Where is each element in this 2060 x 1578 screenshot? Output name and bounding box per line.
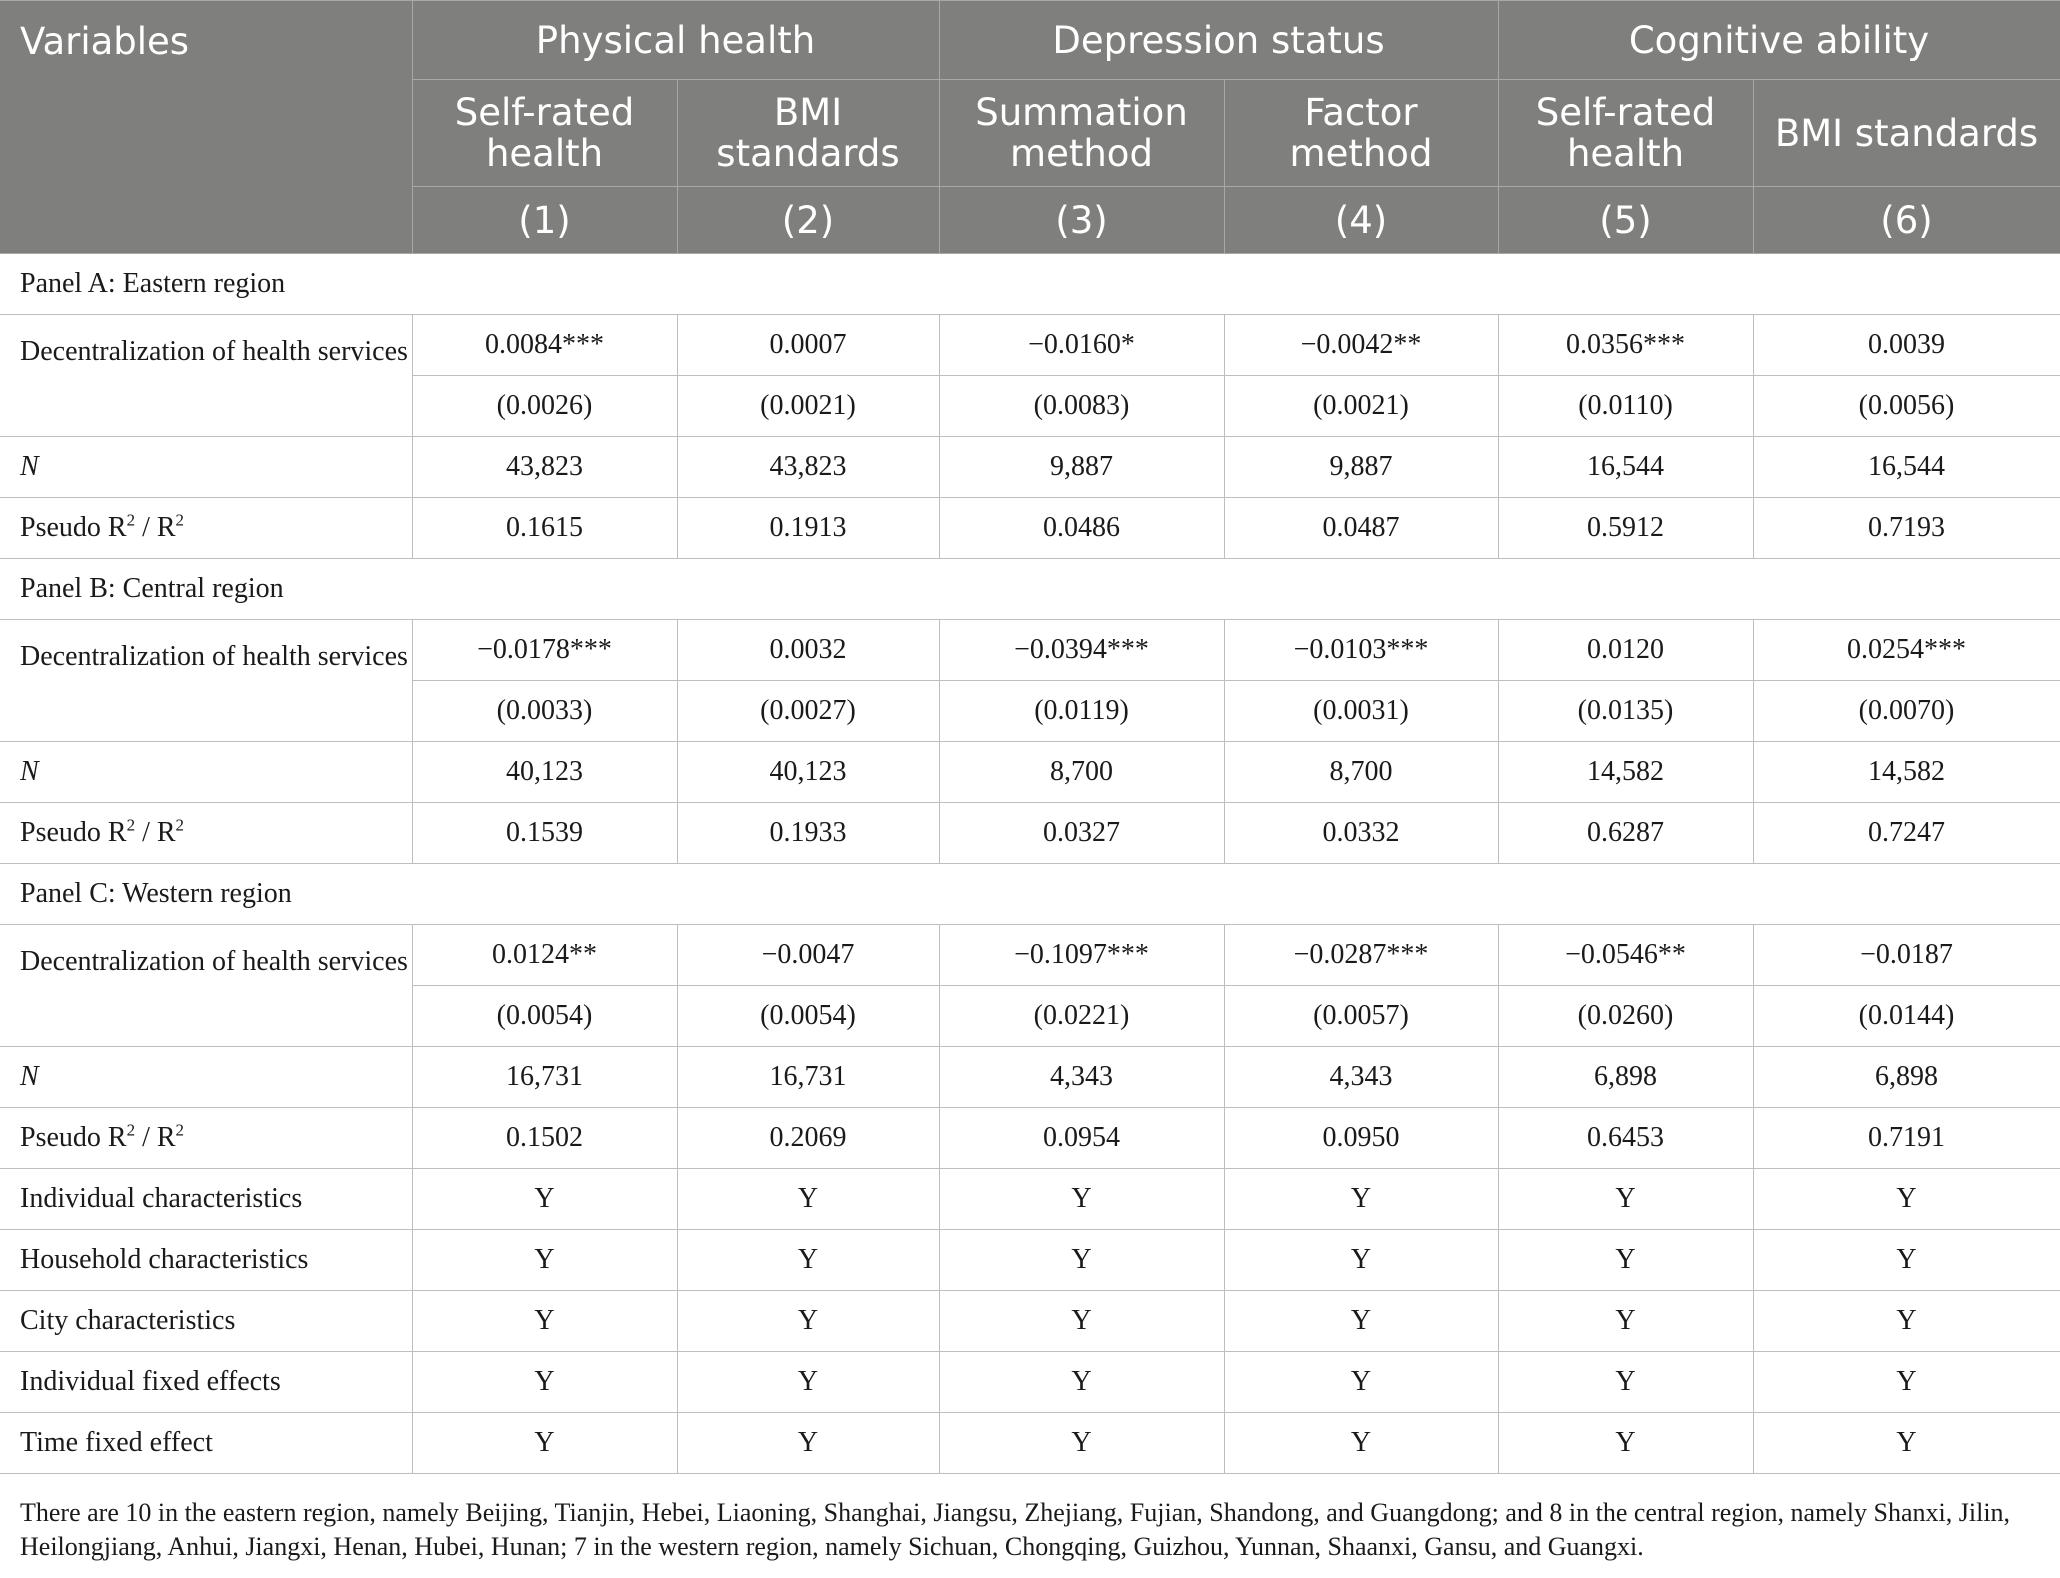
pseudo-r2-cell: 0.0954 <box>939 1108 1224 1169</box>
group-header-depression-status: Depression status <box>939 1 1498 80</box>
column-number-1: (1) <box>412 187 677 254</box>
group-header-cognitive-ability: Cognitive ability <box>1498 1 2060 80</box>
coefficient-row <box>0 315 2060 376</box>
control-cell: Y <box>1498 1413 1753 1474</box>
control-cell: Y <box>412 1352 677 1413</box>
control-cell: Y <box>1498 1230 1753 1291</box>
panel-title-row <box>0 864 2060 925</box>
panel-title: Panel C: Western region <box>0 864 2060 925</box>
pseudo-r2-cell: 0.6287 <box>1498 803 1753 864</box>
observations-cell: 8,700 <box>1224 742 1498 803</box>
standard-error-cell: (0.0260) <box>1498 986 1753 1047</box>
control-cell: Y <box>1224 1230 1498 1291</box>
observations-cell: 6,898 <box>1498 1047 1753 1108</box>
observations-row <box>0 742 2060 803</box>
panel-title: Panel A: Eastern region <box>0 254 2060 315</box>
control-label: Individual fixed effects <box>0 1352 412 1413</box>
coefficient-cell: 0.0084*** <box>412 315 677 376</box>
coefficient-cell: −0.0394*** <box>939 620 1224 681</box>
observations-cell: 14,582 <box>1498 742 1753 803</box>
control-cell: Y <box>939 1352 1224 1413</box>
control-label: Time fixed effect <box>0 1413 412 1474</box>
coefficient-cell: −0.1097*** <box>939 925 1224 986</box>
pseudo-r2-cell: 0.1539 <box>412 803 677 864</box>
pseudo-r2-label: Pseudo $R^2 / R^2$ <box>0 1108 412 1169</box>
control-cell: Y <box>1224 1169 1498 1230</box>
standard-error-cell: (0.0083) <box>939 376 1224 437</box>
subheader-col-1: Self-rated health <box>412 80 677 187</box>
observations-row <box>0 437 2060 498</box>
coefficient-cell: −0.0047 <box>677 925 939 986</box>
control-cell: Y <box>677 1230 939 1291</box>
column-number-4: (4) <box>1224 187 1498 254</box>
standard-error-cell: (0.0110) <box>1498 376 1753 437</box>
column-number-6: (6) <box>1753 187 2060 254</box>
subheader-col-5: Self-rated health <box>1498 80 1753 187</box>
control-row <box>0 1352 2060 1413</box>
control-cell: Y <box>412 1230 677 1291</box>
coefficient-cell: −0.0103*** <box>1224 620 1498 681</box>
panel-title-row <box>0 559 2060 620</box>
observations-cell: 40,123 <box>412 742 677 803</box>
standard-error-cell: (0.0021) <box>677 376 939 437</box>
standard-error-cell: (0.0070) <box>1753 681 2060 742</box>
panel-title-row <box>0 254 2060 315</box>
control-cell: Y <box>1753 1169 2060 1230</box>
coefficient-cell: 0.0032 <box>677 620 939 681</box>
standard-error-cell: (0.0221) <box>939 986 1224 1047</box>
decentralization-label: Decentralization of health services <box>0 315 412 437</box>
pseudo-r2-cell: 0.0486 <box>939 498 1224 559</box>
observations-cell: 4,343 <box>939 1047 1224 1108</box>
observations-cell: 14,582 <box>1753 742 2060 803</box>
decentralization-label: Decentralization of health services <box>0 925 412 1047</box>
table-footnote: There are 10 in the eastern region, namely Beijing, Tianjin, Hebei, Liaoning, Shanghai, Jiangsu, Zhejiang, Fujian, Shandong, and Guangdong; and 8 in the central region, namely Shanxi, Jilin, Heilongjiang, Anhui, Jiangxi, Henan, Hubei, Hunan; 7 in the western region, namely Sichuan, Chongqing, Guizhou, Yunnan, Shaanxi, Gansu, and Guangxi. <box>20 1498 2011 1561</box>
control-cell: Y <box>412 1291 677 1352</box>
pseudo-r2-cell: 0.7191 <box>1753 1108 2060 1169</box>
table-header <box>0 1 2060 254</box>
standard-error-cell: (0.0057) <box>1224 986 1498 1047</box>
observations-cell: 43,823 <box>677 437 939 498</box>
coefficient-cell: −0.0187 <box>1753 925 2060 986</box>
subheader-col-6: BMI standards <box>1753 80 2060 187</box>
control-cell: Y <box>1753 1352 2060 1413</box>
coefficient-cell: −0.0042** <box>1224 315 1498 376</box>
control-cell: Y <box>1224 1291 1498 1352</box>
control-cell: Y <box>677 1169 939 1230</box>
standard-error-cell: (0.0031) <box>1224 681 1498 742</box>
pseudo-r2-cell: 0.2069 <box>677 1108 939 1169</box>
coefficient-cell: 0.0007 <box>677 315 939 376</box>
control-cell: Y <box>1753 1230 2060 1291</box>
observations-row <box>0 1047 2060 1108</box>
pseudo-r2-cell: 0.1502 <box>412 1108 677 1169</box>
column-number-5: (5) <box>1498 187 1753 254</box>
coefficient-row <box>0 620 2060 681</box>
control-cell: Y <box>1498 1291 1753 1352</box>
coefficient-row <box>0 925 2060 986</box>
subheader-col-2: BMI standards <box>677 80 939 187</box>
observations-cell: 16,731 <box>412 1047 677 1108</box>
observations-cell: 4,343 <box>1224 1047 1498 1108</box>
standard-error-cell: (0.0033) <box>412 681 677 742</box>
pseudo-r2-cell: 0.7193 <box>1753 498 2060 559</box>
coefficient-cell: −0.0287*** <box>1224 925 1498 986</box>
observations-label: N <box>0 1047 412 1108</box>
standard-error-cell: (0.0144) <box>1753 986 2060 1047</box>
subheader-col-4: Factor method <box>1224 80 1498 187</box>
standard-error-cell: (0.0135) <box>1498 681 1753 742</box>
coefficient-cell: −0.0546** <box>1498 925 1753 986</box>
standard-error-cell: (0.0021) <box>1224 376 1498 437</box>
coefficient-cell: 0.0254*** <box>1753 620 2060 681</box>
standard-error-cell: (0.0027) <box>677 681 939 742</box>
standard-error-cell: (0.0054) <box>412 986 677 1047</box>
column-number-3: (3) <box>939 187 1224 254</box>
control-row <box>0 1230 2060 1291</box>
observations-cell: 6,898 <box>1753 1047 2060 1108</box>
observations-cell: 9,887 <box>939 437 1224 498</box>
observations-cell: 43,823 <box>412 437 677 498</box>
observations-cell: 9,887 <box>1224 437 1498 498</box>
control-cell: Y <box>1753 1291 2060 1352</box>
control-cell: Y <box>412 1413 677 1474</box>
pseudo-r2-cell: 0.1615 <box>412 498 677 559</box>
control-cell: Y <box>1224 1352 1498 1413</box>
control-cell: Y <box>939 1291 1224 1352</box>
control-cell: Y <box>677 1413 939 1474</box>
control-label: City characteristics <box>0 1291 412 1352</box>
standard-error-cell: (0.0054) <box>677 986 939 1047</box>
coefficient-cell: −0.0160* <box>939 315 1224 376</box>
control-cell: Y <box>1498 1169 1753 1230</box>
pseudo-r2-label: Pseudo $R^2 / R^2$ <box>0 498 412 559</box>
observations-cell: 40,123 <box>677 742 939 803</box>
control-label: Household characteristics <box>0 1230 412 1291</box>
coefficient-cell: −0.0178*** <box>412 620 677 681</box>
control-cell: Y <box>939 1169 1224 1230</box>
pseudo-r2-cell: 0.6453 <box>1498 1108 1753 1169</box>
pseudo-r2-cell: 0.0950 <box>1224 1108 1498 1169</box>
group-header-physical-health: Physical health <box>412 1 939 80</box>
pseudo-r2-cell: 0.0487 <box>1224 498 1498 559</box>
observations-label: N <box>0 437 412 498</box>
table-body <box>0 254 2060 1474</box>
standard-error-cell: (0.0026) <box>412 376 677 437</box>
observations-cell: 16,544 <box>1753 437 2060 498</box>
subheader-col-3: Summation method <box>939 80 1224 187</box>
pseudo-r2-row <box>0 1108 2060 1169</box>
control-row <box>0 1291 2060 1352</box>
pseudo-r2-row <box>0 803 2060 864</box>
control-row <box>0 1413 2060 1474</box>
pseudo-r2-cell: 0.1933 <box>677 803 939 864</box>
panel-title: Panel B: Central region <box>0 559 2060 620</box>
coefficient-cell: 0.0039 <box>1753 315 2060 376</box>
pseudo-r2-cell: 0.5912 <box>1498 498 1753 559</box>
observations-cell: 8,700 <box>939 742 1224 803</box>
control-label: Individual characteristics <box>0 1169 412 1230</box>
control-cell: Y <box>1753 1413 2060 1474</box>
variables-header: Variables <box>0 1 412 254</box>
observations-label: N <box>0 742 412 803</box>
observations-cell: 16,544 <box>1498 437 1753 498</box>
pseudo-r2-cell: 0.0327 <box>939 803 1224 864</box>
decentralization-label: Decentralization of health services <box>0 620 412 742</box>
coefficient-cell: 0.0356*** <box>1498 315 1753 376</box>
column-number-2: (2) <box>677 187 939 254</box>
standard-error-cell: (0.0119) <box>939 681 1224 742</box>
control-cell: Y <box>1224 1413 1498 1474</box>
pseudo-r2-label: Pseudo $R^2 / R^2$ <box>0 803 412 864</box>
pseudo-r2-cell: 0.0332 <box>1224 803 1498 864</box>
standard-error-cell: (0.0056) <box>1753 376 2060 437</box>
control-cell: Y <box>677 1291 939 1352</box>
control-row <box>0 1169 2060 1230</box>
control-cell: Y <box>939 1230 1224 1291</box>
control-cell: Y <box>1498 1352 1753 1413</box>
observations-cell: 16,731 <box>677 1047 939 1108</box>
coefficient-cell: 0.0124** <box>412 925 677 986</box>
pseudo-r2-row <box>0 498 2060 559</box>
control-cell: Y <box>677 1352 939 1413</box>
control-cell: Y <box>939 1413 1224 1474</box>
pseudo-r2-cell: 0.1913 <box>677 498 939 559</box>
coefficient-cell: 0.0120 <box>1498 620 1753 681</box>
pseudo-r2-cell: 0.7247 <box>1753 803 2060 864</box>
control-cell: Y <box>412 1169 677 1230</box>
